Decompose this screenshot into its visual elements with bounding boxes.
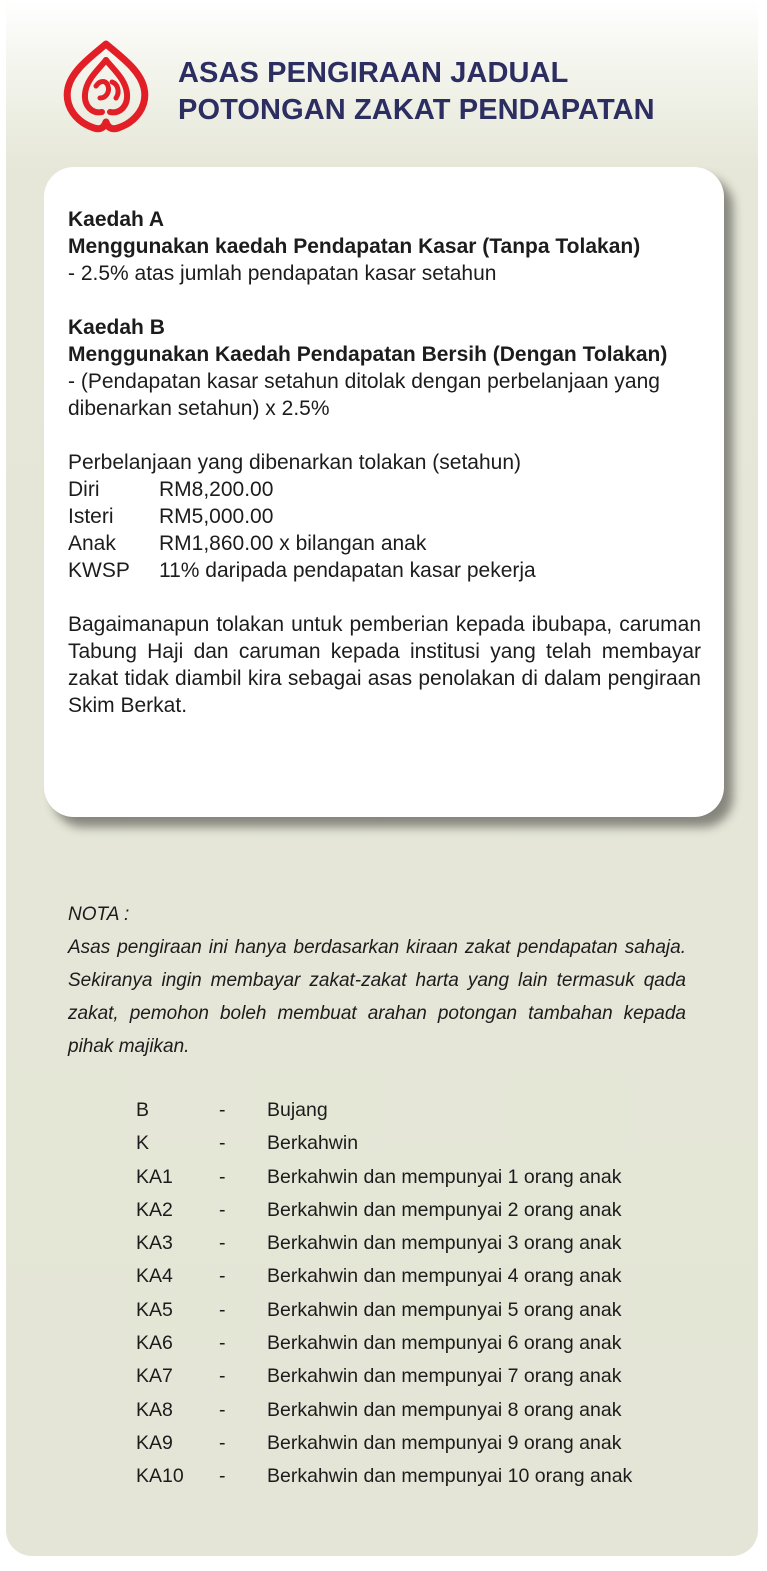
zakat-calligraphy-emblem-icon: [56, 36, 156, 136]
code-label: KA3: [136, 1232, 173, 1255]
code-separator: -: [219, 1265, 226, 1288]
code-label: KA8: [136, 1398, 173, 1421]
code-row: [136, 1260, 696, 1293]
allowance-label: KWSP: [68, 559, 130, 582]
page-title-line-1: ASAS PENGIRAAN JADUAL: [178, 57, 569, 89]
code-separator: -: [219, 1099, 226, 1121]
code-separator: -: [219, 1165, 226, 1188]
code-label: KA5: [136, 1298, 173, 1321]
code-separator: -: [219, 1465, 226, 1488]
code-meaning: Berkahwin dan mempunyai 4 orang anak: [267, 1265, 622, 1288]
allowance-label: Diri: [68, 478, 100, 501]
deduction-remark: Bagaimanapun tolakan untuk pemberian kepada ibubapa, caruman Tabung Haji dan caruman kepada institusi yang telah membayar zakat tidak diambil kira sebagai asas penolakan di dalam pengiraan Skim Berkat.: [68, 613, 701, 717]
spacer: [68, 422, 701, 449]
code-row: [136, 1460, 696, 1493]
calculation-method-card: [44, 167, 724, 817]
code-meaning: Berkahwin: [267, 1132, 359, 1155]
allowance-label: Isteri: [68, 505, 114, 528]
code-row: [136, 1360, 696, 1393]
code-row: [136, 1327, 696, 1360]
code-row: [136, 1427, 696, 1460]
method-b-subheading: Menggunakan Kaedah Pendapatan Bersih (Dengan Tolakan): [68, 343, 668, 366]
code-label: KA7: [136, 1365, 173, 1388]
code-separator: -: [219, 1365, 226, 1388]
allowance-value: RM5,000.00: [159, 505, 274, 528]
allowance-label: Anak: [68, 532, 116, 555]
code-meaning: Bujang: [267, 1099, 328, 1121]
category-code-list: [136, 1094, 696, 1494]
method-b-heading: Kaedah B: [68, 316, 165, 339]
allowances-heading: Perbelanjaan yang dibenarkan tolakan (setahun): [68, 451, 521, 474]
code-meaning: Berkahwin dan mempunyai 9 orang anak: [267, 1431, 622, 1454]
code-row: [136, 1227, 696, 1260]
page-background: [6, 0, 758, 1556]
code-row: [136, 1127, 696, 1160]
code-label: KA2: [136, 1198, 173, 1221]
code-meaning: Berkahwin dan mempunyai 3 orang anak: [267, 1232, 622, 1255]
code-meaning: Berkahwin dan mempunyai 7 orang anak: [267, 1365, 622, 1388]
allowance-value: RM8,200.00: [159, 478, 274, 501]
allowance-row: [68, 476, 701, 503]
code-label: B: [136, 1099, 150, 1121]
code-separator: -: [219, 1232, 226, 1255]
code-separator: -: [219, 1431, 226, 1454]
code-label: KA1: [136, 1165, 173, 1188]
code-separator: -: [219, 1132, 226, 1155]
code-separator: -: [219, 1332, 226, 1355]
code-label: KA4: [136, 1265, 173, 1288]
code-label: K: [136, 1132, 150, 1155]
code-label: KA9: [136, 1431, 173, 1454]
code-row: [136, 1194, 696, 1227]
code-label: KA6: [136, 1332, 173, 1355]
allowance-value: 11% daripada pendapatan kasar pekerja: [159, 559, 536, 582]
code-row: [136, 1094, 696, 1127]
code-separator: -: [219, 1198, 226, 1221]
allowance-row: [68, 530, 701, 557]
code-label: KA10: [136, 1465, 184, 1488]
allowance-row: [68, 557, 701, 584]
code-meaning: Berkahwin dan mempunyai 10 orang anak: [267, 1465, 633, 1488]
code-meaning: Berkahwin dan mempunyai 1 orang anak: [267, 1165, 622, 1188]
method-a-subheading: Menggunakan kaedah Pendapatan Kasar (Tanpa Tolakan): [68, 235, 641, 258]
code-meaning: Berkahwin dan mempunyai 2 orang anak: [267, 1198, 622, 1221]
spacer: [68, 584, 701, 611]
page-title: [178, 55, 655, 129]
note-section: [68, 898, 686, 1063]
code-row: [136, 1394, 696, 1427]
method-a-heading: Kaedah A: [68, 208, 165, 231]
code-meaning: Berkahwin dan mempunyai 8 orang anak: [267, 1398, 622, 1421]
page-title-line-2: POTONGAN ZAKAT PENDAPATAN: [178, 94, 655, 126]
spacer: [68, 287, 701, 314]
code-separator: -: [219, 1398, 226, 1421]
code-row: [136, 1294, 696, 1327]
method-a-detail: - 2.5% atas jumlah pendapatan kasar setahun: [68, 262, 497, 285]
note-text: Asas pengiraan ini hanya berdasarkan kiraan zakat pendapatan sahaja. Sekiranya ingin membayar zakat-zakat harta yang lain termasuk qada zakat, pemohon boleh membuat arahan potongan tambahan kepada pihak majikan.: [68, 937, 686, 1057]
method-b-detail: - (Pendapatan kasar setahun ditolak dengan perbelanjaan yang dibenarkan setahun) x 2.5%: [68, 370, 660, 420]
code-meaning: Berkahwin dan mempunyai 6 orang anak: [267, 1332, 622, 1355]
allowance-value: RM1,860.00 x bilangan anak: [159, 532, 427, 555]
note-label: NOTA :: [68, 904, 130, 925]
code-separator: -: [219, 1298, 226, 1321]
code-row: [136, 1161, 696, 1194]
code-meaning: Berkahwin dan mempunyai 5 orang anak: [267, 1298, 622, 1321]
allowance-row: [68, 503, 701, 530]
card-content: [68, 206, 701, 719]
